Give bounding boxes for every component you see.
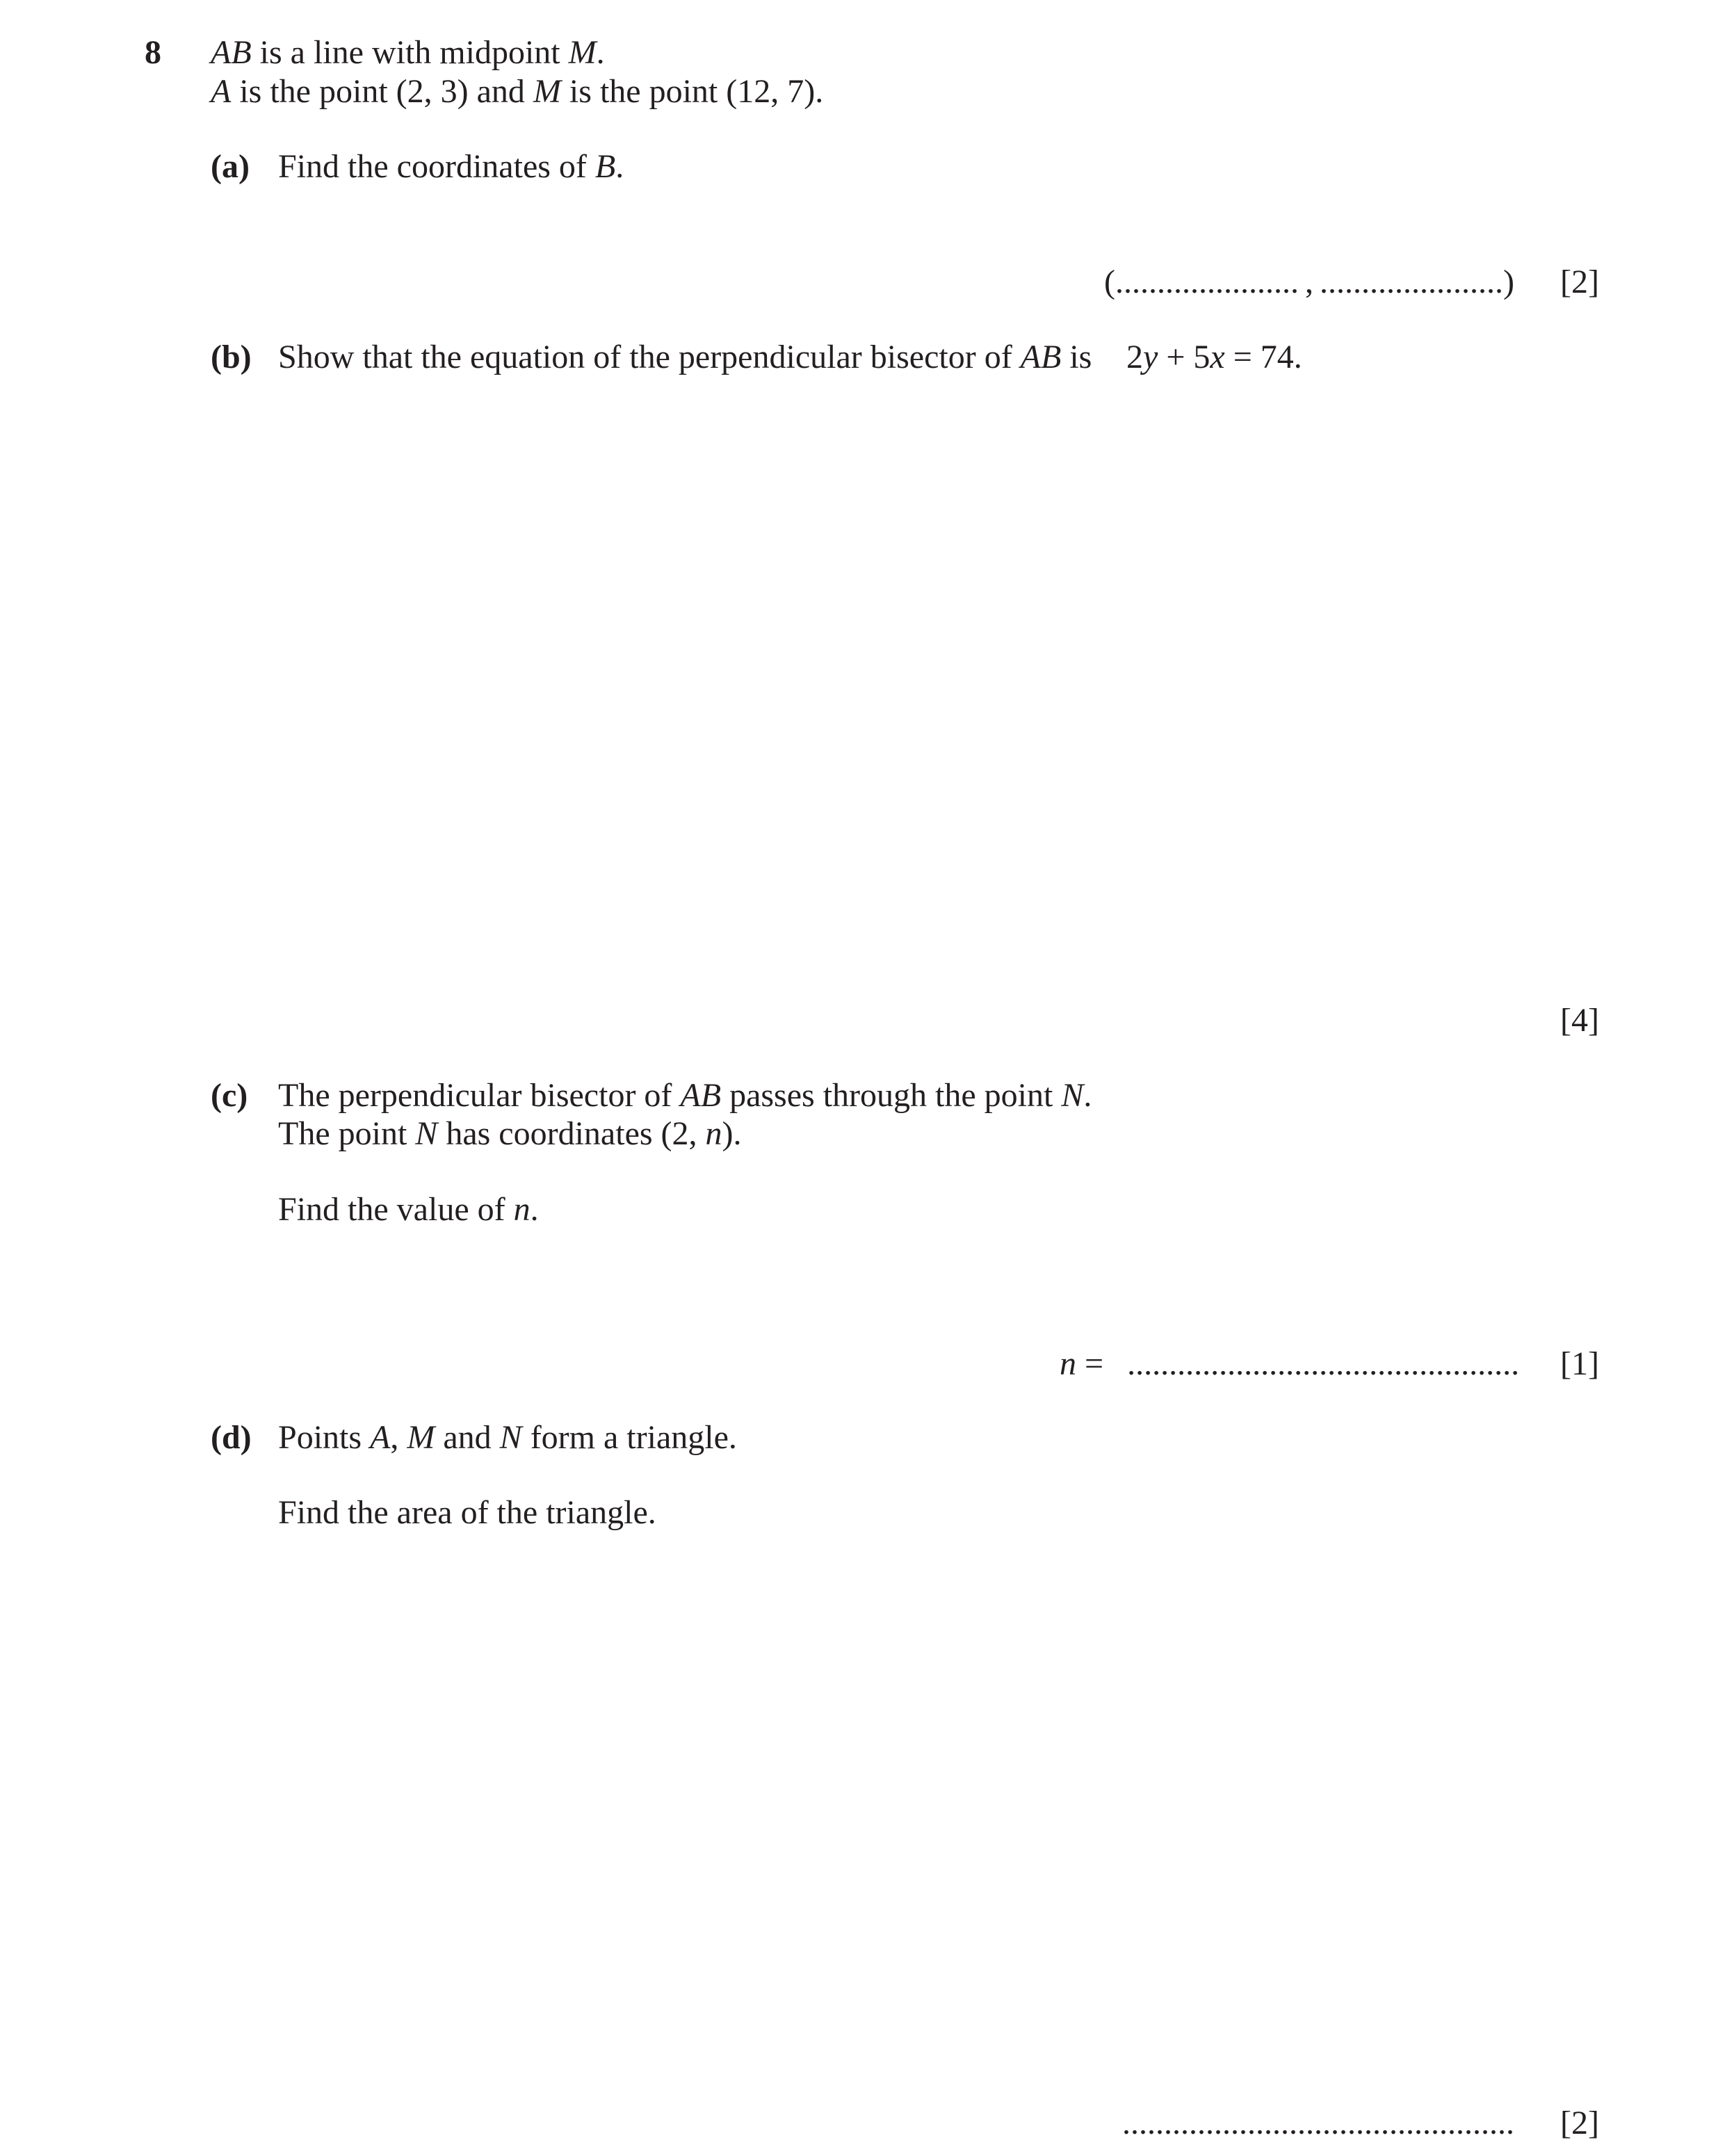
part-b-ab: AB — [1020, 339, 1062, 375]
part-c-label: (c) — [211, 1077, 248, 1114]
eq-plus5: + 5 — [1158, 339, 1210, 375]
part-d-n: N — [499, 1419, 522, 1456]
part-d-line1-end: form a triangle. — [521, 1419, 737, 1456]
part-a-question — [278, 150, 624, 184]
intro2-text: is the point (2, 3) and — [231, 73, 533, 110]
part-d-line2: Find the area of the triangle. — [278, 1494, 656, 1531]
part-c-line2-end: ). — [722, 1115, 742, 1152]
part-d-marks: [2] — [1560, 2105, 1599, 2141]
part-a-label: (a) — [211, 148, 250, 185]
part-c-ab: AB — [680, 1077, 722, 1114]
question-intro-line2 — [211, 75, 823, 108]
part-a-answer-y-dots[interactable]: ...................... — [1319, 264, 1503, 300]
part-c-answer-var: n — [1060, 1345, 1076, 1382]
part-c-line1-mid: passes through the point — [721, 1077, 1062, 1114]
part-a-answer-x-dots[interactable]: ...................... — [1115, 264, 1299, 300]
intro2-m: M — [533, 73, 561, 110]
eq-2: 2 — [1126, 339, 1143, 375]
part-d-label: (d) — [211, 1419, 252, 1456]
part-d-comma: , — [390, 1419, 407, 1456]
part-d-m: M — [407, 1419, 435, 1456]
part-b-text: Show that the equation of the perpendicular bisector of — [278, 339, 1021, 375]
part-a-period: . — [615, 148, 624, 185]
part-c-line3-text: Find the value of — [278, 1191, 514, 1228]
part-c-answer-dots[interactable]: ............................................... — [1127, 1345, 1520, 1382]
eq-y: y — [1143, 339, 1158, 375]
part-d-a: A — [370, 1419, 391, 1456]
intro2-a: A — [211, 73, 232, 110]
part-a-text: Find the coordinates of — [278, 148, 595, 185]
part-c-n: N — [1061, 1077, 1084, 1114]
part-c-line3-n: n — [513, 1191, 531, 1228]
part-c-line2-mid: has coordinates (2, — [437, 1115, 706, 1152]
part-b-is: is — [1061, 339, 1092, 375]
part-b-question — [278, 341, 1092, 374]
part-a-comma: , — [1304, 264, 1313, 300]
intro-text: is a line with midpoint — [251, 34, 569, 71]
part-c-marks: [1] — [1560, 1345, 1599, 1382]
intro-m: M — [568, 34, 597, 71]
part-c-line3 — [278, 1193, 539, 1226]
part-c-line2 — [278, 1117, 742, 1151]
part-d-line1 — [278, 1421, 737, 1454]
part-c-line2-text: The point — [278, 1115, 416, 1152]
part-b-equation — [1126, 341, 1302, 374]
part-b-label: (b) — [211, 339, 252, 375]
part-d-answer-dots[interactable]: ............................................... — [1122, 2105, 1514, 2141]
part-c-line3-end: . — [530, 1191, 539, 1228]
part-a-open-paren: ( — [1104, 264, 1115, 300]
part-c-line1-end: . — [1083, 1077, 1092, 1114]
part-c-line1 — [278, 1079, 1092, 1112]
part-c-line2-small-n: n — [705, 1115, 722, 1152]
intro-ab: AB — [211, 34, 252, 71]
part-a-b: B — [594, 148, 616, 185]
part-a-marks: [2] — [1560, 264, 1599, 300]
part-c-answer-eq: = — [1076, 1345, 1104, 1382]
question-number: 8 — [145, 34, 161, 71]
part-c-answer-line[interactable] — [1060, 1347, 1519, 1381]
part-c-line2-n: N — [415, 1115, 438, 1152]
part-d-and: and — [435, 1419, 500, 1456]
part-a-answer-line[interactable] — [1104, 266, 1514, 299]
intro-period: . — [596, 34, 605, 71]
part-d-points: Points — [278, 1419, 371, 1456]
eq-x: x — [1210, 339, 1225, 375]
question-intro-line1 — [211, 36, 605, 70]
part-a-close-paren: ) — [1503, 264, 1514, 300]
part-b-marks: [4] — [1560, 1002, 1599, 1039]
part-c-line1-text: The perpendicular bisector of — [278, 1077, 681, 1114]
intro2-text-end: is the point (12, 7). — [560, 73, 824, 110]
eq-equals: = 74. — [1224, 339, 1302, 375]
